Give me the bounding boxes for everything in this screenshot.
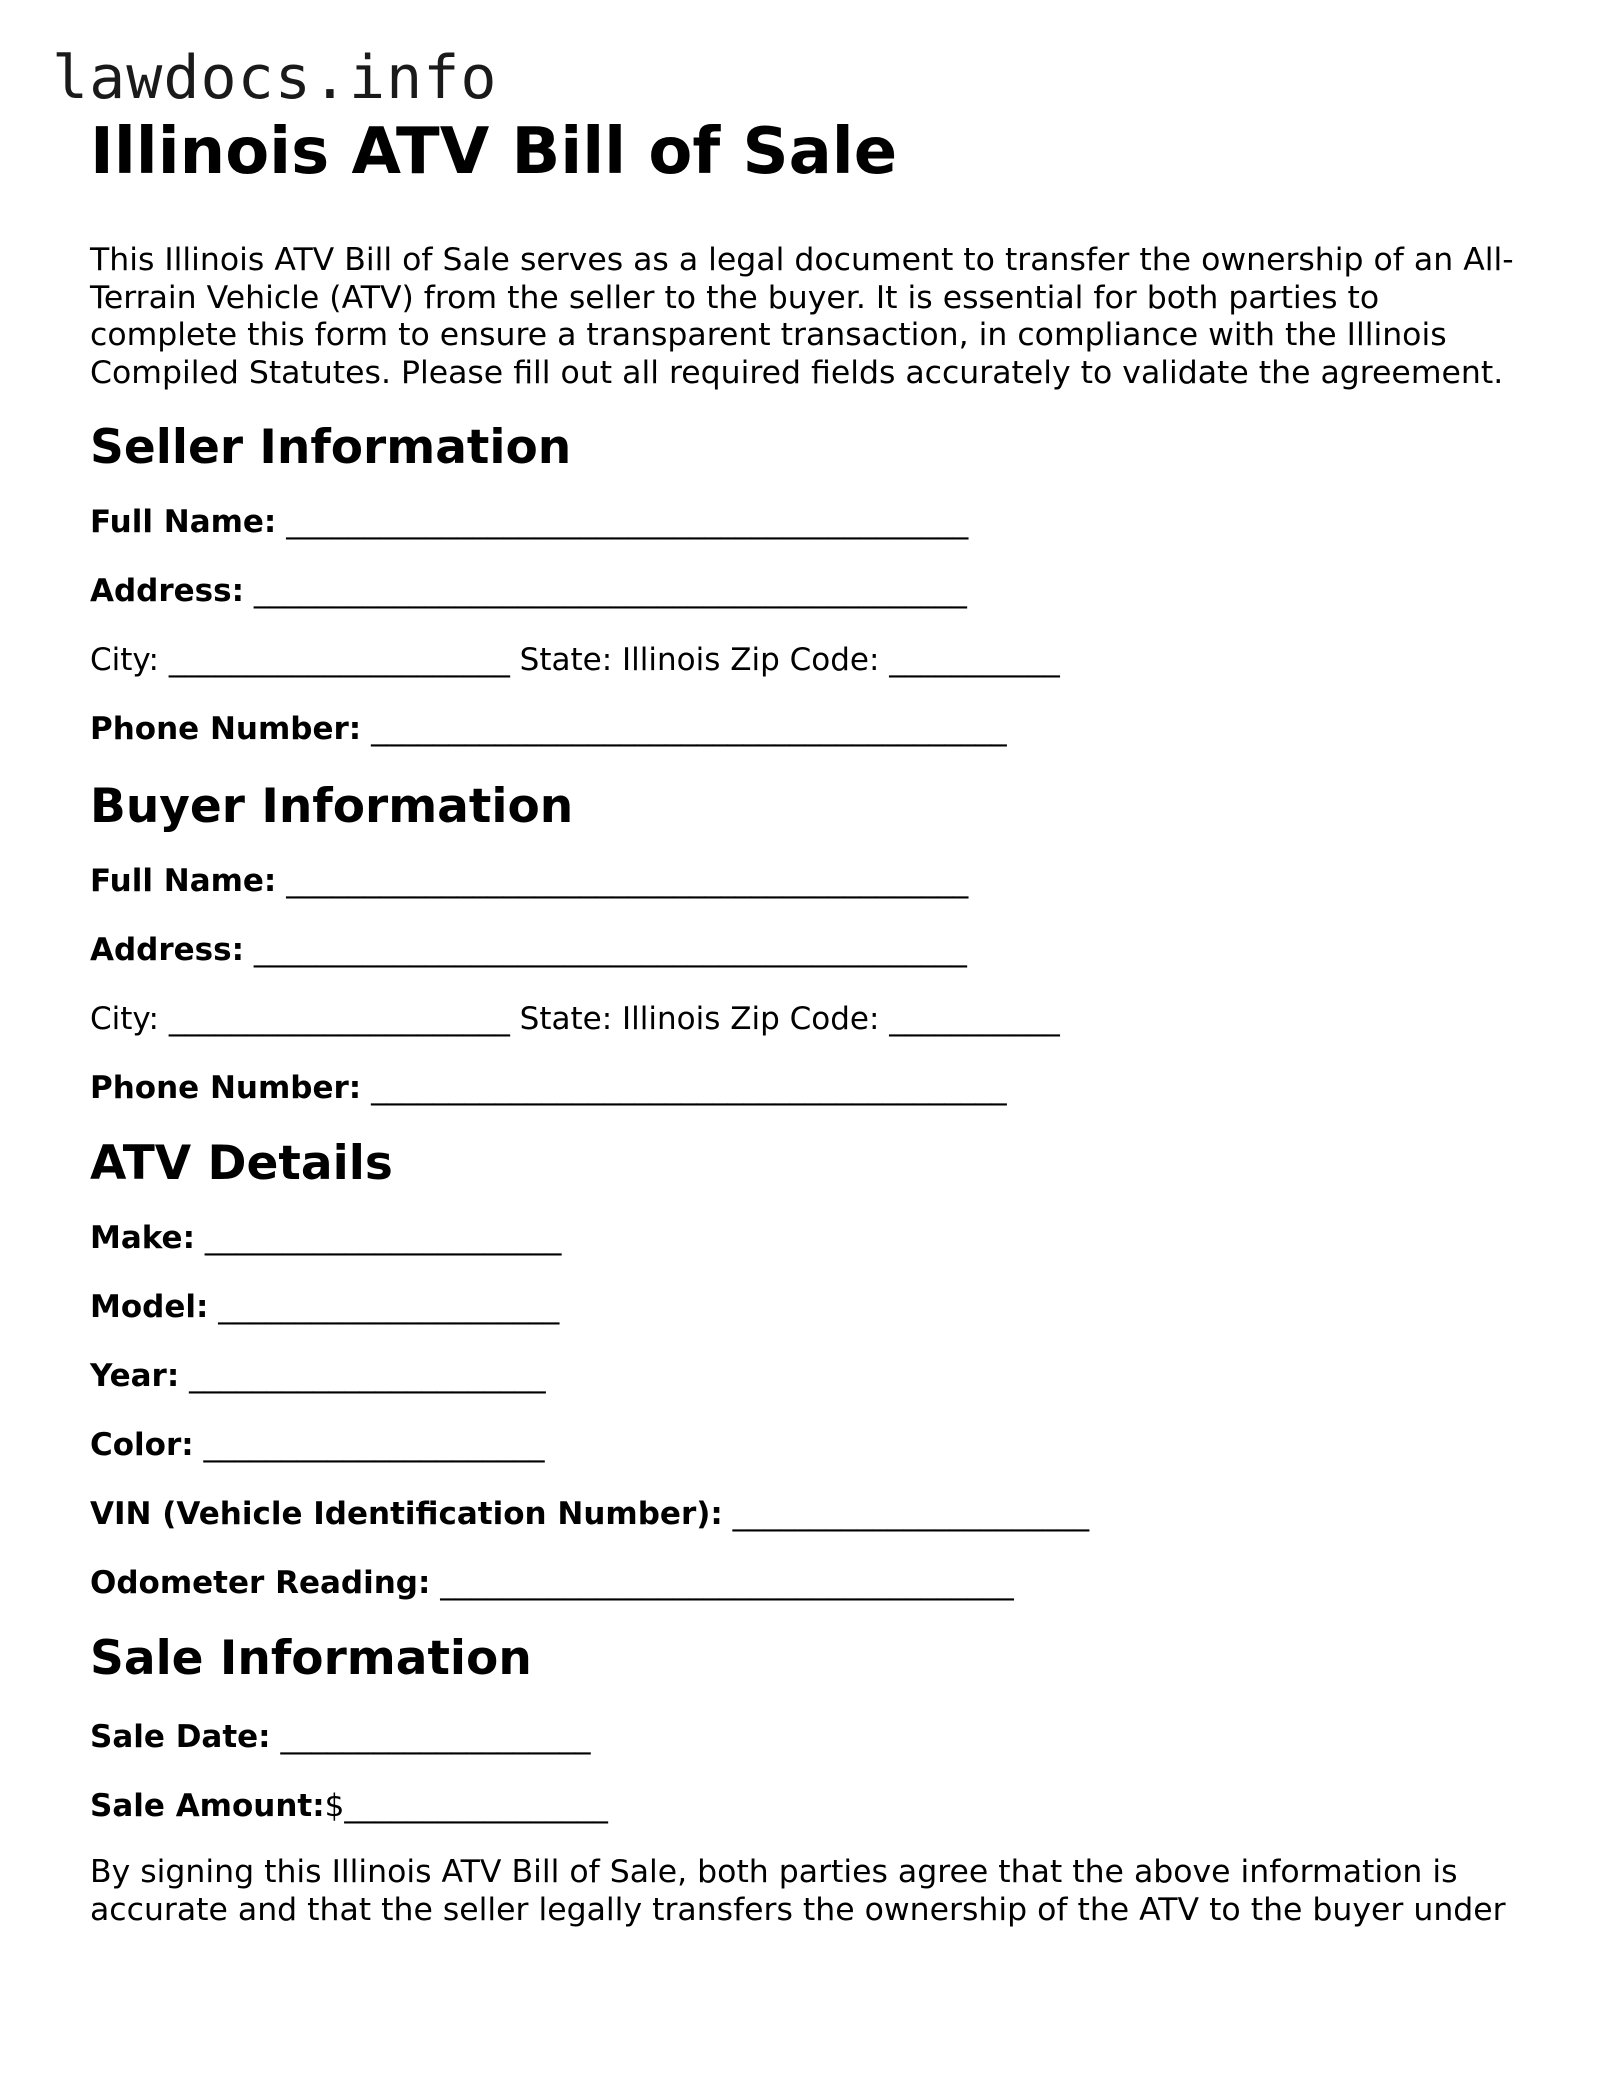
- seller-city-blank[interactable]: ______________________: [168, 642, 510, 678]
- seller-state-label: State: Illinois: [519, 642, 721, 678]
- seller-phone-blank[interactable]: _________________________________________: [371, 711, 1007, 747]
- seller-address-field[interactable]: [90, 571, 1530, 611]
- seller-city-label: City:: [90, 642, 159, 678]
- atv-vin-blank[interactable]: _______________________: [732, 1496, 1090, 1532]
- buyer-city-state-zip-field[interactable]: [90, 999, 1530, 1039]
- seller-phone-label: Phone Number:: [90, 711, 362, 747]
- atv-make-field[interactable]: [90, 1218, 1530, 1258]
- buyer-phone-field[interactable]: [90, 1068, 1530, 1108]
- atv-odometer-field[interactable]: [90, 1563, 1530, 1603]
- atv-odometer-blank[interactable]: _____________________________________: [440, 1565, 1014, 1601]
- site-watermark: lawdocs.info: [52, 43, 498, 113]
- sale-date-blank[interactable]: ____________________: [280, 1719, 591, 1755]
- atv-model-field[interactable]: [90, 1287, 1530, 1327]
- seller-full-name-blank[interactable]: ____________________________________________: [286, 504, 969, 540]
- buyer-phone-label: Phone Number:: [90, 1070, 362, 1106]
- buyer-address-field[interactable]: [90, 930, 1530, 970]
- atv-model-blank[interactable]: ______________________: [218, 1289, 560, 1325]
- atv-year-field[interactable]: [90, 1356, 1530, 1396]
- buyer-address-label: Address:: [90, 932, 244, 968]
- buyer-phone-blank[interactable]: _________________________________________: [371, 1070, 1007, 1106]
- seller-city-state-zip-field[interactable]: [90, 640, 1530, 680]
- atv-vin-field[interactable]: [90, 1494, 1530, 1534]
- seller-phone-field[interactable]: [90, 709, 1530, 749]
- seller-address-label: Address:: [90, 573, 244, 609]
- intro-paragraph: This Illinois ATV Bill of Sale serves as a legal document to transfer the ownership of an All-Terrain Vehicle (ATV) from the seller to the buyer. It is essential for both parties to complete this form to ensure a transparent transaction, in compliance with the Illinois Compiled Statutes. Please fill out all required fields accurately to validate the agreement.: [90, 242, 1514, 391]
- seller-full-name-field[interactable]: [90, 502, 1530, 542]
- closing-paragraph: By signing this Illinois ATV Bill of Sale, both parties agree that the above information is accurate and that the seller legally transfers the ownership of the ATV to the buyer under: [90, 1854, 1506, 1928]
- seller-zip-label: Zip Code:: [730, 642, 880, 678]
- buyer-section-heading: Buyer Information: [90, 779, 574, 834]
- sale-amount-label: Sale Amount:: [90, 1788, 325, 1824]
- buyer-zip-label: Zip Code:: [730, 1001, 880, 1037]
- seller-section-heading: Seller Information: [90, 420, 572, 475]
- sale-section-heading: Sale Information: [90, 1631, 532, 1686]
- seller-address-blank[interactable]: ______________________________________________: [253, 573, 967, 609]
- atv-vin-label: VIN (Vehicle Identification Number):: [90, 1496, 723, 1532]
- sale-amount-blank[interactable]: _________________: [344, 1788, 608, 1824]
- sale-date-field[interactable]: [90, 1717, 1530, 1757]
- buyer-full-name-label: Full Name:: [90, 863, 277, 899]
- atv-color-label: Color:: [90, 1427, 194, 1463]
- seller-zip-blank[interactable]: ___________: [889, 642, 1060, 678]
- document-page: [90, 112, 1530, 1929]
- buyer-city-label: City:: [90, 1001, 159, 1037]
- seller-full-name-label: Full Name:: [90, 504, 277, 540]
- atv-make-blank[interactable]: _______________________: [204, 1220, 562, 1256]
- buyer-full-name-blank[interactable]: ____________________________________________: [286, 863, 969, 899]
- currency-symbol: $: [324, 1788, 345, 1824]
- document-title: Illinois ATV Bill of Sale: [90, 115, 898, 189]
- buyer-address-blank[interactable]: ______________________________________________: [253, 932, 967, 968]
- sale-date-label: Sale Date:: [90, 1719, 271, 1755]
- atv-color-blank[interactable]: ______________________: [203, 1427, 545, 1463]
- buyer-state-label: State: Illinois: [519, 1001, 721, 1037]
- buyer-city-blank[interactable]: ______________________: [168, 1001, 510, 1037]
- atv-year-blank[interactable]: _______________________: [189, 1358, 546, 1394]
- atv-model-label: Model:: [90, 1289, 209, 1325]
- atv-year-label: Year:: [90, 1358, 180, 1394]
- atv-odometer-label: Odometer Reading:: [90, 1565, 431, 1601]
- buyer-zip-blank[interactable]: ___________: [889, 1001, 1060, 1037]
- sale-amount-field[interactable]: [90, 1786, 1530, 1826]
- atv-make-label: Make:: [90, 1220, 195, 1256]
- buyer-full-name-field[interactable]: [90, 861, 1530, 901]
- atv-color-field[interactable]: [90, 1425, 1530, 1465]
- atv-section-heading: ATV Details: [90, 1136, 393, 1191]
